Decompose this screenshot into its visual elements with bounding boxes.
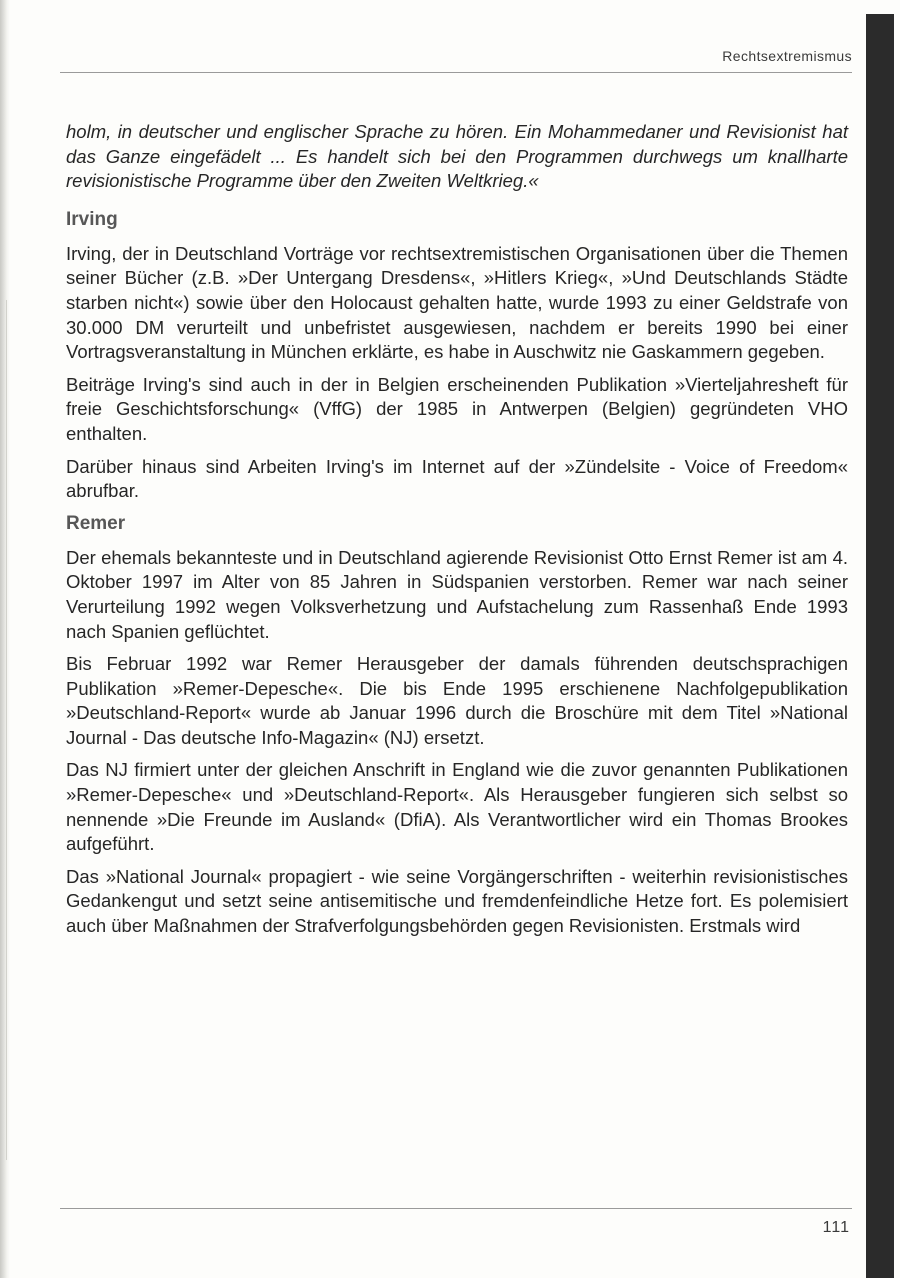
paragraph: Darüber hinaus sind Arbeiten Irving's im Internet auf der »Zündelsite - Voice of Freedom« abrufbar. <box>66 455 848 502</box>
binding-line <box>6 300 7 1160</box>
paragraph: Irving, der in Deutschland Vorträge vor rechtsextremistischen Organisationen über die Themen seiner Bücher (z.B. »Der Untergang Dresdens«, »Hitlers Krieg«, »Und Deutschlands Städte starben nicht«) sowie über den Holocaust gehalten hatte, wurde 1993 zu einer Geldstrafe von 30.000 DM verurteilt und unbefristet ausgewiesen, nachdem er bereits 1990 bei einer Vortragsveranstaltung in München erklärte, es habe in Auschwitz nie Gaskammern gegeben. <box>66 242 848 363</box>
page-gutter-shadow <box>0 0 10 1278</box>
paragraph: Beiträge Irving's sind auch in der in Belgien erscheinenden Publikation »Vierteljahresheft für freie Geschichtsforschung« (VffG) der 1985 in Antwerpen (Belgien) gegründeten VHO enthalten. <box>66 373 848 444</box>
intro-quote: holm, in deutscher und englischer Sprache zu hören. Ein Mohammedaner und Revisionist hat das Ganze eingefädelt ... Es handelt sich bei den Programmen durchwegs um knallharte revisionistische Programme über den Zweiten Weltkrieg.« <box>66 121 848 192</box>
section-heading-remer: Remer <box>66 512 126 534</box>
page-edge-bar <box>866 14 894 1278</box>
paragraph: Das »National Journal« propagiert - wie seine Vorgängerschriften - weiterhin revisionistisches Gedankengut und setzt seine antisemitische und fremdenfeindliche Hetze fort. Es polemisiert auch über Maßnahmen der Strafverfolgungsbehörden gegen Revisionisten. Erstmals wird <box>66 865 848 937</box>
paragraph: Das NJ firmiert unter der gleichen Anschrift in England wie die zuvor genannten Publikationen »Remer-Depesche« und »Deutschland-Report«. Als Herausgeber fungieren sich selbst so nennende »Die Freunde im Ausland« (DfiA). Als Verantwortlicher wird ein Thomas Brookes aufgeführt. <box>66 759 848 855</box>
body-text <box>66 120 848 947</box>
running-head: Rechtsextremismus <box>722 48 852 64</box>
page-number: 111 <box>822 1219 850 1236</box>
header-rule <box>60 72 852 73</box>
paragraph: Bis Februar 1992 war Remer Herausgeber der damals führenden deutschsprachigen Publikation »Remer-Depesche«. Die bis Ende 1995 erschienene Nachfolgepublikation »Deutschland-Report« wurde ab Januar 1996 durch die Broschüre mit dem Titel »National Journal - Das deutsche Info-Magazin« (NJ) ersetzt. <box>66 653 848 748</box>
section-heading-irving: Irving <box>66 208 118 230</box>
footer-rule <box>60 1208 852 1209</box>
paragraph: Der ehemals bekannteste und in Deutschland agierende Revisionist Otto Ernst Remer ist am 4. Oktober 1997 im Alter von 85 Jahren in Südspanien verstorben. Remer war nach seiner Verurteilung 1992 wegen Volksverhetzung und Aufstachelung zum Rassenhaß Ende 1993 nach Spanien geflüchtet. <box>66 546 848 642</box>
